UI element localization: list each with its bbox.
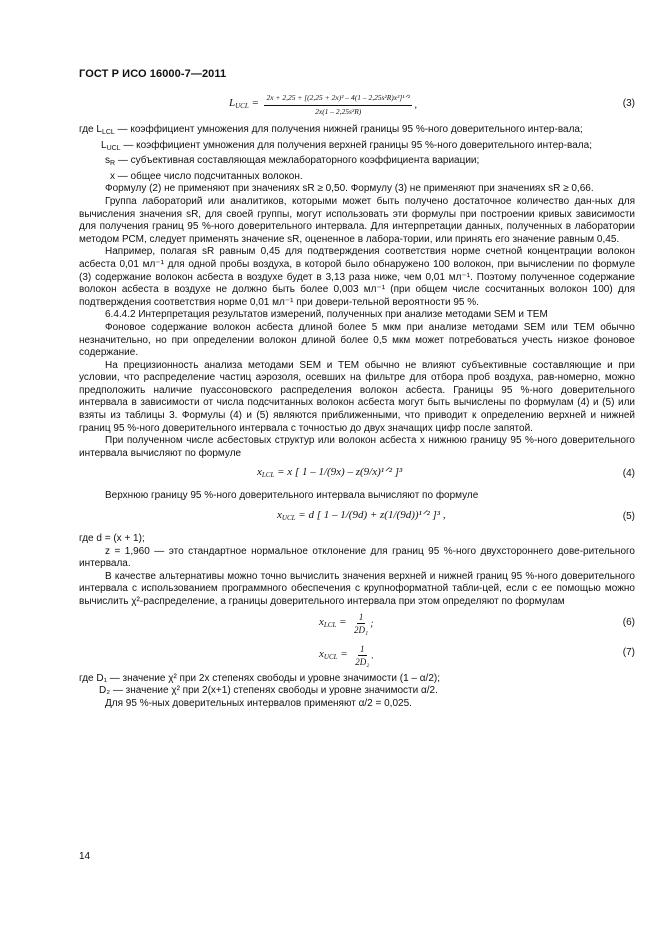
definitions-list xyxy=(79,124,635,183)
formula-7-fraction: $\frac{1}{\text{2D₂}}$ xyxy=(355,643,370,668)
formula-3-lhs: $L_{UCL}$ = xyxy=(229,97,259,111)
equation-number-3: (3) xyxy=(622,98,635,109)
definition-item: $s_R$ — субъективная составляющая межлабораторного коэффициента вариации; xyxy=(105,155,480,168)
paragraph: Группа лабораторий или аналитиков, которыми может быть получено достаточное количество дан-ных для вычисления значения sR, для своей группы, могут использовать эти формулы при построении кривых зависимости для получения границ 95 %-ного доверительного интервала. Для интерпретации данных, полученных в лаборатории методом РСМ, следует применять значение sR, оцененное в лабора-тории, или принять его значение равным 0,45. xyxy=(79,195,635,245)
formula-5: $x_{UCL} = d$ [ 1 – 1/(9d) + z(1/(9d))¹ᐟ² ]³ , (5) xyxy=(277,509,635,523)
paragraph: Верхнюю границу 95 %-ного доверительного интервала вычисляют по формуле xyxy=(105,490,479,502)
paragraph: Формулу (2) не применяют при значениях sR ≥ 0,50. Формулу (3) не применяют при значениях sR ≥ 0,66. xyxy=(105,183,594,195)
formula-3-fraction xyxy=(264,92,412,118)
paragraph: При полученном числе асбестовых структур или волокон асбеста x нижнюю границу 95 %-ного доверительного интервала вычисляют по формуле xyxy=(79,435,635,459)
paragraph: где d = (x + 1); xyxy=(79,533,145,545)
paragraph: В качестве альтернативы можно точно вычислить значения верхней и нижней границ 95 %-ного доверительного интервала с использованием программного обеспечения с крупноформатной табли-цей, если с ее помощью можно вычислить χ²-распределение, а границы доверительного интервала при этом определяют по формулам xyxy=(79,570,635,607)
formula-6: $x_{LCL}$ = $\frac{1}{\text{2D₁}}$ ; (6) xyxy=(319,611,635,636)
formula-5-expression: = d [ 1 – 1/(9d) + z(1/(9d))¹ᐟ² ]³ , xyxy=(298,509,446,522)
equation-number-4: (4) xyxy=(622,468,635,480)
section-heading: 6.4.4.2 Интерпретация результатов измерений, полученных при анализе методами SEM и TEM xyxy=(105,309,548,321)
paragraph: где D₁ — значение χ² при 2x степенях свободы и уровне значимости (1 – α/2); xyxy=(79,672,441,684)
definition-item: где $L_{LCL}$ — коэффициент умножения для получения нижней границы 95 %-ного доверительного интер-вала; xyxy=(79,124,583,136)
paragraph: D₂ — значение χ² при 2(x+1) степенях свободы и уровне значимости α/2. xyxy=(99,685,438,697)
formula-7: $x_{UCL}$ = $\frac{1}{\text{2D₂}}$ . (7) xyxy=(319,643,635,668)
paragraph: Например, полагая sR равным 0,45 для подтверждения соответствия норме счетной концентрации волокон асбеста 0,01 мл⁻¹ для одной пробы воздуха, в которой было обнаружено 100 волокон, при вычислении по формуле (3) содержание волокон асбеста в воздухе будет в 3,13 раза ниже, чем 0,01 мл⁻¹. Поэтому полученное содержание волокон асбеста в воздухе не должно быть более 0,003 мл⁻¹ (при общем числе сосчитанных волокон 100) для подтверждения соответствия норме 0,01 мл⁻¹ при довери-тельной вероятности 95 %. xyxy=(79,246,635,308)
formula-3-tail: , xyxy=(414,99,417,111)
definition-item: $L_{UCL}$ — коэффициент умножения для получения верхней границы 95 %-ного доверительного интер-вала; xyxy=(101,139,592,152)
formula-3-numerator: 2x + 2,25 + [(2,25 + 2x)² – 4(1 – 2,25s²R)x²]¹ᐟ² xyxy=(264,92,412,106)
equation-number-7: (7) xyxy=(622,646,635,658)
paragraph: На прецизионность анализа методами SEM и TEM обычно не влияют субъективные составляющие и при условии, что распределение частиц аэрозоля, осевших на фильтре для отбора проб воздуха, рав-номерно, можно предположить наличие пуассоновского распределения волокон асбеста. Границы 95 %-ного доверительного интервала в зависимости от числа подсчитанных волокон асбеста могут быть вычислены по формулам (4) и (5) или взяты из таблицы 3. Формулы (4) и (5) являются приближенными, что приводит к определению верхней и нижней границ 95 %-ного доверительного интервала с точностью до двух значащих цифр после запятой. xyxy=(79,359,635,434)
equation-number-6: (6) xyxy=(622,616,635,628)
paragraph: z = 1,960 — это стандартное нормальное отклонение для границ 95 %-ного двухстороннего дове-рительного интервала. xyxy=(79,545,635,570)
page-number: 14 xyxy=(79,851,91,862)
formula-3-denominator: 2x(1 – 2,25s²R) xyxy=(315,106,362,116)
formula-6-fraction: $\frac{1}{\text{2D₁}}$ xyxy=(354,611,369,636)
page-body xyxy=(79,90,635,710)
paragraph: Для 95 %-ных доверительных интервалов применяют α/2 = 0,025. xyxy=(105,697,412,709)
equation-number-5: (5) xyxy=(622,511,635,523)
formula-4: $x_{LCL} = x$ [ 1 – 1/(9x) – z(9/x)¹ᐟ² ]³ (4) xyxy=(257,466,635,480)
paragraph: Фоновое содержание волокон асбеста длиной более 5 мкм при анализе методами SEM или TEM обычно незначительно, но при определении волокон длиной более 0,5 мкм может потребоваться учесть низкое фоновое содержание. xyxy=(79,321,635,359)
formula-4-expression: = x [ 1 – 1/(9x) – z(9/x)¹ᐟ² ]³ xyxy=(277,466,403,479)
formula-3 xyxy=(79,90,635,124)
document-header: ГОСТ Р ИСО 16000-7—2011 xyxy=(79,68,227,80)
definition-item: x — общее число подсчитанных волокон. xyxy=(110,170,303,182)
